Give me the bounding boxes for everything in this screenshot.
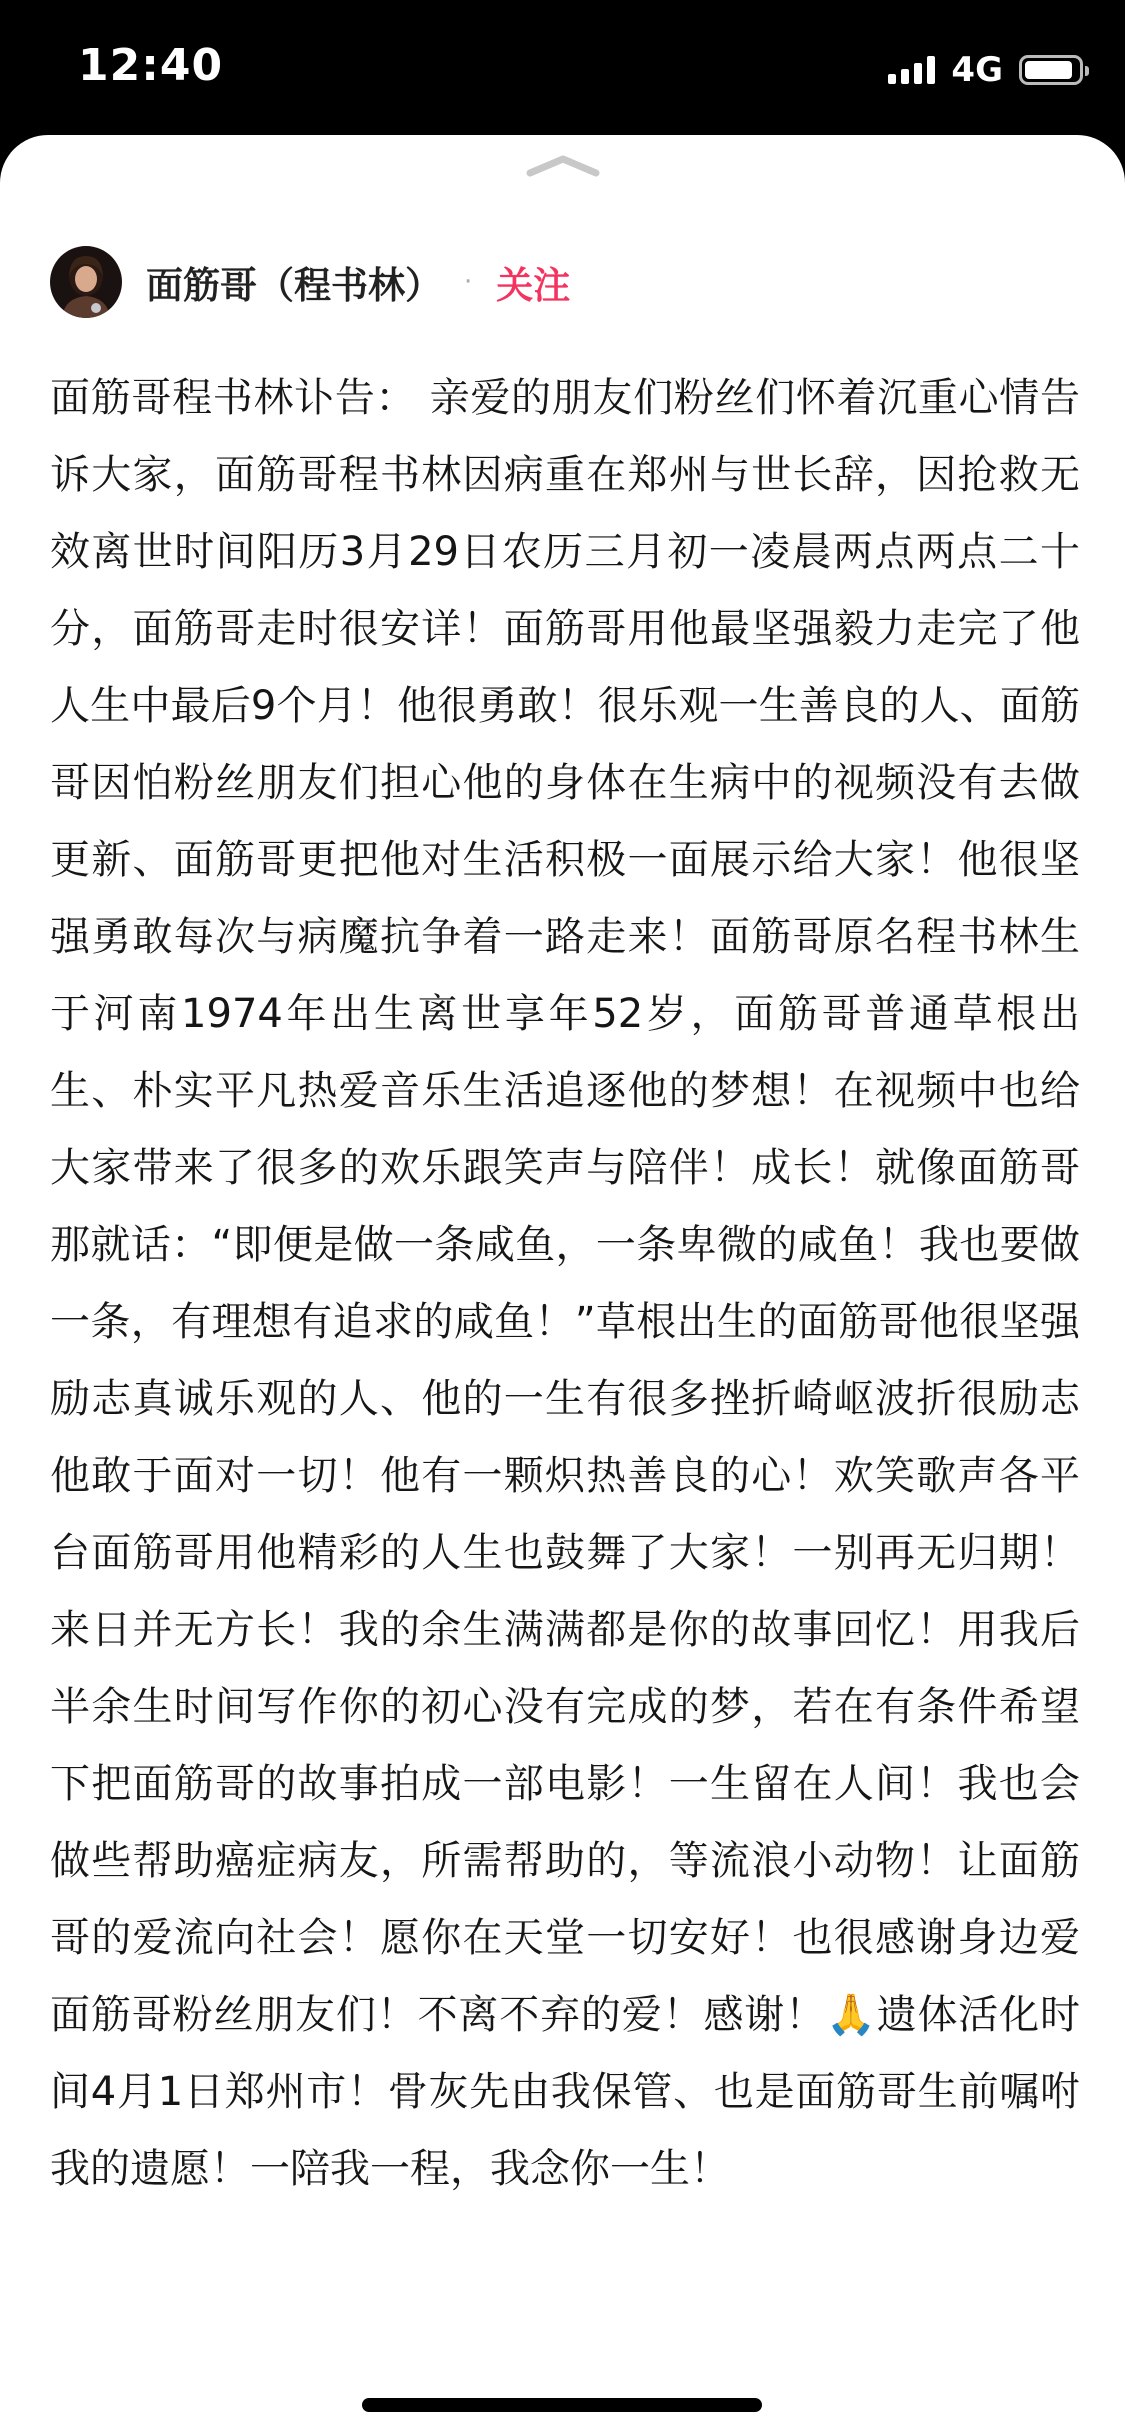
cellular-signal-icon bbox=[888, 56, 935, 84]
post-body: 面筋哥程书林讣告： 亲爱的朋友们粉丝们怀着沉重心情告诉大家，面筋哥程书林因病重在郑州与世长辞，因抢救无效离世时间阳历3月29日农历三月初一凌晨两点两点二十分，面筋哥走时很安详！面筋哥用他最坚强毅力走完了他人生中最后9个月！他很勇敢！很乐观一生善良的人、面筋哥因怕粉丝朋友们担心他的身体在生病中的视频没有去做更新、面筋哥更把他对生活积极一面展示给大家！他很坚强勇敢每次与病魔抗争着一路走来！面筋哥原名程书林生于河南1974年出生离世享年52岁，面筋哥普通草根出生、朴实平凡热爱音乐生活追逐他的梦想！在视频中也给大家带来了很多的欢乐跟笑声与陪伴！成长！就像面筋哥那就话：“即便是做一条咸鱼，一条卑微的咸鱼！我也要做一条，有理想有追求的咸鱼！”草根出生的面筋哥他很坚强励志真诚乐观的人、他的一生有很多挫折崎岖波折很励志他敢于面对一切！他有一颗炽热善良的心！欢笑歌声各平台面筋哥用他精彩的人生也鼓舞了大家！一别再无归期！来日并无方长！我的余生满满都是你的故事回忆！用我后半余生时间写作你的初心没有完成的梦，若在有条件希望下把面筋哥的故事拍成一部电影！一生留在人间！我也会做些帮助癌症病友，所需帮助的，等流浪小动物！让面筋哥的爱流向社会！愿你在天堂一切安好！也很感谢身边爱面筋哥粉丝朋友们！不离不弃的爱！感谢！🙏遗体活化时间4月1日郑州市！骨灰先由我保管、也是面筋哥生前嘱咐我的遗愿！一陪我一程，我念你一生！ bbox=[50, 375, 1080, 2192]
follow-button[interactable]: 关注 bbox=[496, 264, 571, 307]
network-type: 4G bbox=[951, 50, 1003, 90]
battery-level bbox=[1025, 61, 1072, 79]
author-row bbox=[50, 245, 570, 319]
status-bar bbox=[0, 0, 1125, 135]
post-sheet bbox=[0, 135, 1125, 2436]
separator-dot: · bbox=[464, 267, 473, 297]
status-time: 12:40 bbox=[78, 40, 224, 91]
chevron-up-icon[interactable] bbox=[526, 153, 600, 177]
avatar[interactable] bbox=[50, 246, 122, 318]
author-name[interactable]: 面筋哥（程书林） bbox=[146, 264, 442, 307]
battery-icon bbox=[1019, 55, 1083, 85]
status-indicators bbox=[888, 50, 1083, 90]
home-indicator[interactable] bbox=[362, 2398, 762, 2412]
battery-cap bbox=[1085, 66, 1089, 76]
